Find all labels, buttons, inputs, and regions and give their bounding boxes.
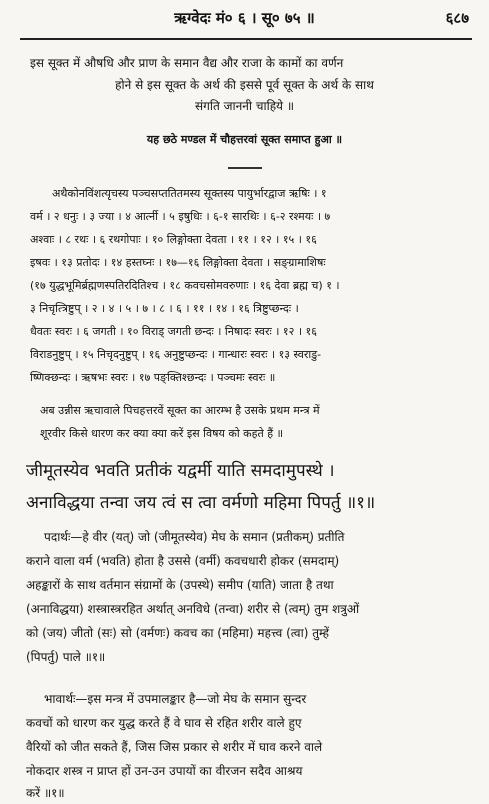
page-number: ६८७ xyxy=(445,9,469,27)
meta-line: अथैकोनविंशत्यृचस्य पञ्चसप्ततितमस्य सूक्तस्य पायुर्भारद्वाज ऋषिः । १ xyxy=(52,187,327,200)
meta-line: इषवः । १३ प्रतोदः । १४ हस्तघ्नः । १७—१६ लिङ्गोक्ता देवता । सङ्ग्रामाशिषः xyxy=(30,256,326,269)
padartha-line: को (जय) जीतो (सः) सो (वर्मणः) कवच का (महिमा) महत्त्व (त्वा) तुम्हें xyxy=(26,626,330,640)
bhavartha-line: करें ॥१॥ xyxy=(26,786,65,800)
subject-line: अब उन्नीस ऋचावाले पिचहत्तरवें सूक्त का आरम्भ है उसके प्रथम मन्त्र में xyxy=(40,404,320,417)
separator-dash xyxy=(228,167,262,169)
intro-line: इस सूक्त में औषधि और प्राण के समान वैद्य और राजा के कामों का वर्णन xyxy=(30,56,344,70)
intro-line: होने से इस सूक्त के अर्थ की इससे पूर्व सूक्त के अर्थ के साथ xyxy=(115,78,374,92)
running-header xyxy=(0,4,489,34)
meta-line: (१७ युद्धभूमिर्ब्रह्मणस्पतिरदितिश्च । १८ कवचसोमवरुणाः । १६ देवा ब्रह्म च) १ । xyxy=(30,279,340,292)
meta-line: अश्वाः । ८ रथः । ६ रथगोपाः । १० लिङ्गोक्ता देवता । ११ । १२ । १५ । १६ xyxy=(30,233,317,246)
meta-line: ३ निचृत्त्रिष्टुप् । २ । ४ । ५ । ७ । ८ । ६ । ११ । १४ । १६ त्रिष्टुप्छन्दः । xyxy=(30,302,299,315)
mantra-line: अनाविद्धया तन्वा जय त्वं स त्वा वर्मणो महिमा पिपर्तु ॥१॥ xyxy=(26,493,376,513)
bhavartha-line: भावार्थः—इस मन्त्र में उपमालङ्कार है—जो मेघ के समान सुन्दर xyxy=(44,692,307,706)
meta-line: धैवतः स्वरः । ६ जगती । १० विराड् जगती छन्दः । निषादः स्वरः । १२ । १६ xyxy=(30,325,317,338)
intro-line: संगति जाननी चाहिये ॥ xyxy=(194,99,295,113)
meta-line: ष्णिक्छन्दः । ऋषभः स्वरः । १७ पङ्क्तिश्छन्दः । पञ्चमः स्वरः ॥ xyxy=(30,371,276,384)
mantra-line: जीमूतस्येव भवति प्रतीकं यद्वर्मी याति समदामुपस्थे । xyxy=(26,461,335,481)
padartha-line: कराने वाला वर्म (भवति) होता है उससे (वर्मी) कवचधारी होकर (समदाम्) xyxy=(26,554,340,568)
sukta-closing-line: यह छठे मण्डल में चौहत्तरवां सूक्त समाप्त हुआ ॥ xyxy=(146,133,343,146)
header-title: ऋग्वेदः मं० ६ । सू० ७५ ॥ xyxy=(174,9,315,27)
header-rule xyxy=(20,38,472,40)
padartha-line: (अनाविद्धया) शस्त्रास्त्ररहित अर्थात् अनविधे (तन्वा) शरीर से (त्वम्) तुम शत्रुओं xyxy=(26,602,360,616)
meta-line: विराडनुष्टुप् । १५ निचृदनुष्टुप् । १६ अनुष्टुप्छन्दः । गान्धारः स्वरः । १३ स्वराडु- xyxy=(30,348,322,361)
bhavartha-line: कवचों को धारण कर युद्ध करते हैं वे घाव से रहित शरीर वाले हुए xyxy=(26,716,302,730)
subject-line: शूरवीर किसे धारण कर क्या क्या करें इस विषय को कहते हैं ॥ xyxy=(40,427,284,440)
padartha-line: अहङ्कारों के साथ वर्तमान संग्रामों के (उपस्थे) समीप (याति) जाता है तथा xyxy=(26,578,334,592)
bhavartha-line: नोकदार शस्त्र न प्राप्त हों उन-उन उपायों का वीरजन सदैव आश्रय xyxy=(26,764,303,778)
padartha-line: (पिपर्तु) पाले ॥१॥ xyxy=(26,650,106,664)
padartha-line: पदार्थः—हे वीर (यत्) जो (जीमूतस्येव) मेघ के समान (प्रतीकम्) प्रतीति xyxy=(44,530,345,544)
meta-line: वर्म । २ धनुः । ३ ज्या । ४ आर्त्नी । ५ इषुधिः । ६-१ सारथिः । ६-२ रश्मयः । ७ xyxy=(30,210,331,223)
bhavartha-line: वैरियों को जीत सकते हैं, जिस जिस प्रकार से शरीर में घाव करने वाले xyxy=(26,740,323,754)
